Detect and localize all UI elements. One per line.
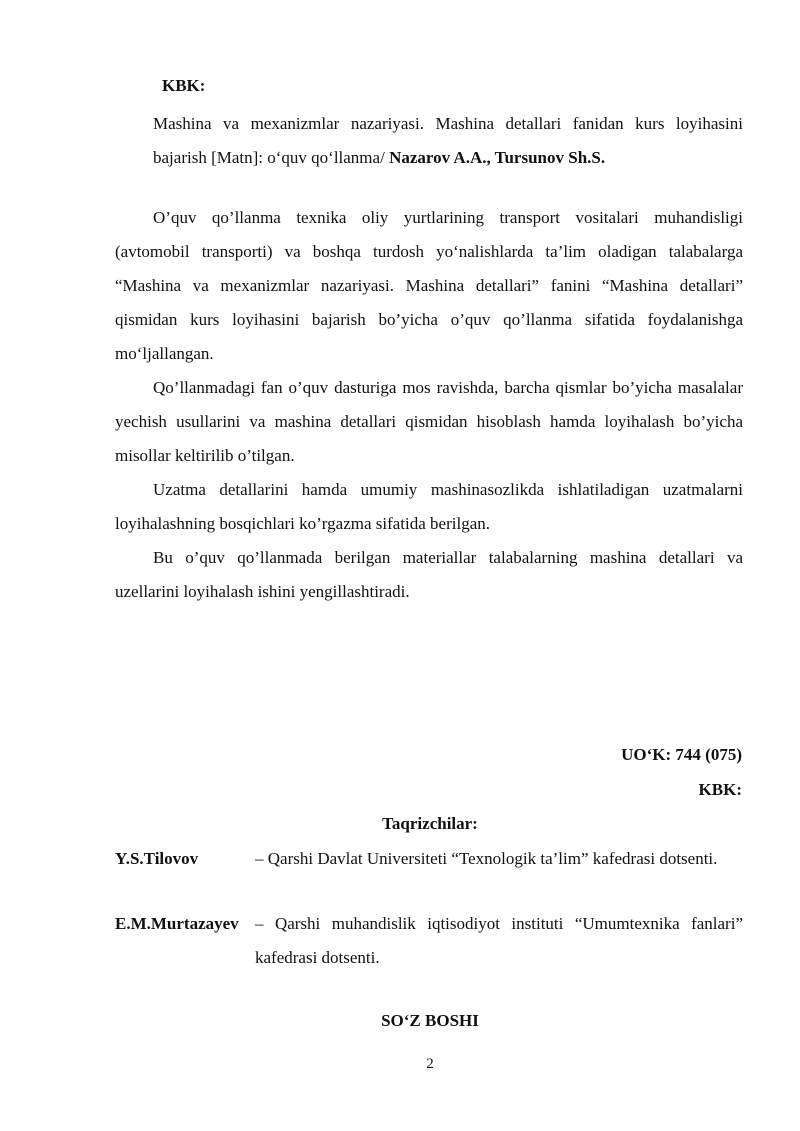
reviewer-name: Y.S.Tilovov	[115, 849, 199, 868]
reviewers-title: Taqrizchilar:	[382, 814, 478, 833]
annotation-body	[115, 201, 743, 609]
kbk-label-top: KBK:	[162, 76, 206, 95]
reviewer-entry	[115, 907, 743, 975]
bibliographic-entry	[153, 107, 743, 175]
bibliography-text: Mashina va mexanizmlar nazariyasi. Mashina detallari fanidan kurs loyihasini bajarish [Matn]: o‘quv qo‘llanma/	[153, 114, 743, 167]
reviewer-description: – Qarshi muhandislik iqtisodiyot instituti “Umumtexnika fanlari” kafedrasi dotsenti.	[255, 914, 743, 967]
paragraph-4: Bu o’quv qo’llanmada berilgan materiallar talabalarning mashina detallari va uzellarini loyihalash ishini yengillashtiradi.	[115, 548, 743, 601]
paragraph-2: Qo’llanmadagi fan o’quv dasturiga mos ravishda, barcha qismlar bo’yicha masalalar yechish usullarini va mashina detallari qismidan hisoblash hamda loyihalash bo’yicha misollar keltirilib o’tilgan.	[115, 378, 743, 465]
reviewer-name: E.M.Murtazayev	[115, 914, 239, 933]
reviewer-description: – Qarshi Davlat Universiteti “Texnologik ta’lim” kafedrasi dotsenti.	[255, 849, 718, 868]
kbk-label-right: KBK:	[698, 780, 742, 799]
section-title: SO‘Z BOSHI	[381, 1011, 479, 1030]
bibliography-authors: Nazarov A.A., Tursunov Sh.S.	[389, 148, 606, 167]
page-number: 2	[426, 1056, 434, 1072]
paragraph-3: Uzatma detallarini hamda umumiy mashinasozlikda ishlatiladigan uzatmalarni loyihalashning bosqichlari ko’rgazma sifatida berilgan.	[115, 480, 743, 533]
uok-code: UO‘K: 744 (075)	[621, 745, 742, 764]
paragraph-1: O’quv qo’llanma texnika oliy yurtlarining transport vositalari muhandisligi (avtomobil transporti) va boshqa turdosh yo‘nalishlarda ta’lim oladigan talabalarga “Mashina va mexanizmlar nazariyasi. Mashina detallari” fanini “Mashina detallari” qismidan kurs loyihasini bajarish bo’yicha o’quv qo’llanma sifatida foydalanishga mo‘ljallangan.	[115, 208, 743, 363]
reviewer-entry	[115, 842, 743, 876]
